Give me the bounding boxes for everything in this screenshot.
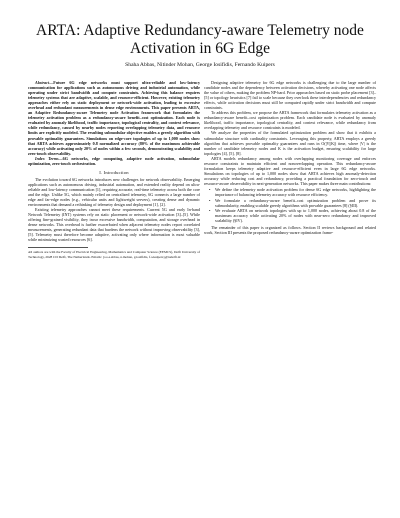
contribution-item: • We evaluate ARTA on network topologies with up to 1,000 nodes, achieving about 0.8 of the maximum accuracy while activating 20% of nodes with near-zero redundancy and improved scalability (§IV). [211, 208, 376, 223]
body-paragraph: Designing adaptive telemetry for 6G edge networks is challenging due to the large number of candidate nodes and the dependency between activation decisions, whereby activating one node affects the value of others, making the problem NP-hard. Prior approaches based on static probe placement [3]–[5] or topology heuristics [7] fail to scale because they overlook these interdependencies and redundancy effects, while activation decisions must still be computed rapidly under strict bandwidth and compute constraints. [204, 80, 376, 111]
left-column [28, 80, 200, 259]
footnote [28, 247, 200, 259]
intro-paragraph: Existing telemetry approaches cannot meet these requirements. Current 5G and early In-band Network Telemetry (INT) systems rely on static placement or network-wide activation [3]–[5]. While offering fine-grained visibility, they incur excessive bandwidth, computation, and storage overhead in dense networks. This overhead is further exacerbated when adjacent telemetry nodes report correlated measurements, generating redundant data that burdens the network without improving observability [3], [5]. Telemetry must therefore become adaptive, activating only where information is most valuable while minimizing wasted resources [6]. [28, 207, 200, 243]
body-paragraph: We analyze the properties of the formulated optimization problem and show that it exhibits a submodular structure with cardinality constraints. Leveraging this property, ARTA employs a greedy algorithm that achieves provable optimality guarantees and runs in O(|V||K|) time, where |V| is the number of candidate telemetry nodes and K is the activation budget, ensuring scalability for large topologies [4], [5], [8]. [204, 130, 376, 156]
contribution-list [204, 187, 376, 224]
section-heading-introduction: I. Introduction [99, 169, 129, 175]
paper-title: ARTA: Adaptive Redundancy-aware Telemetry node Activation in 6G Edge [36, 22, 364, 57]
index-terms-text: —6G networks, edge computing, adaptive node activation, submodular optimization, zero-touch orchestration. [28, 155, 200, 166]
index-terms [28, 156, 200, 166]
abstract-text: —Future 6G edge networks must support ultra-reliable and low-latency communication for applications such as autonomous driving and industrial automation, while operating under strict bandwidth and compute constraints. Achieving this balance requires telemetry systems that are adaptive, scalable, and resource-efficient. However, existing telemetry approaches either rely on static deployment or network-wide activation, leading to excessive overhead and redundant measurements in dense edge environments. This paper presents ARTA, an Adaptive Redundancy-aware Telemetry node Activation framework that formulates the telemetry activation problem as a redundancy-aware benefit–cost optimization. Each node is evaluated by anomaly likelihood, traffic importance, topological centrality, and context relevance, while redundancy, caused by nearby nodes reporting overlapping telemetry data, and resource limits are explicitly modeled. The resulting submodular objective enables a greedy algorithm with provable optimality guarantees. Simulations on edge-core topologies of up to 1,000 nodes show that ARTA achieves approximately 0.8 normalized accuracy (80% of the maximum achievable accuracy) while activating only 20% of nodes within a few seconds, demonstrating scalability and zero-touch observability. [28, 80, 200, 156]
abstract-label: Abstract [35, 80, 50, 85]
body-paragraph: To address this problem, we propose the ARTA framework that formulates telemetry activation as a redundancy-aware benefit–cost optimization problem. Each candidate node is evaluated by anomaly likelihood, traffic importance, topological centrality, and context relevance, while redundancy from overlapping telemetry and resource constraints is modeled. [204, 110, 376, 131]
abstract [28, 80, 200, 156]
index-terms-label: Index Terms [35, 155, 59, 161]
author-list: Shaha Abbas, Nitinder Mohan, George Iosifidis, Fernando Kuipers [125, 62, 275, 68]
footnote-text: All authors are with the Faculty of Electrical Engineering, Mathematics and Computer Science (EEMCS), Delft University of Technology, 2628 CD Delft, The Netherlands. Emails: {s.s.a.abbas, n.mohan, g.iosifidis, f.a.kuipers}@tudelft.nl [28, 250, 200, 259]
intro-paragraph: The evolution toward 6G networks introduces new challenges for network observability. Emerging applications such as autonomous driving, industrial automation, and extended reality depend on ultra-reliable and low-latency communication [1], requiring accurate, real-time telemetry across both the core and the edge. Unlike 5G, which mainly relied on centralized telemetry, 6G connects a large number of edge and far-edge nodes (e.g., vehicular units and lightweight servers), creating dense and dynamic environments that demand a rethinking of telemetry design and deployment [1], [2]. [28, 176, 200, 208]
contribution-item: • We define the telemetry node activation problem for dense 6G edge networks, highlighting the importance of balancing telemetry accuracy with resource efficiency. [211, 187, 376, 197]
body-paragraph: ARTA models redundancy among nodes with overlapping monitoring coverage and enforces resource constraints to maintain efficient and nonoverlapping operation. This redundancy-aware formulation keeps telemetry adaptive and resource-efficient even in large 6G edge networks. Simulations on topologies of up to 1,000 nodes show that ARTA achieves high anomaly-detection accuracy while reducing cost and redundancy, providing a practical foundation for zero-touch and resource-aware observability in next-generation networks. This paper makes three main contributions: [204, 155, 376, 186]
right-column [204, 80, 376, 235]
contribution-item: • We formulate a redundancy-aware benefit–cost optimization problem and prove its submodularity, enabling scalable greedy algorithms with provable guarantees [8] (§III). [211, 198, 376, 208]
body-paragraph: The remainder of this paper is organized as follows. Section II reviews background and related work, Section III presents the proposed redundancy-aware optimization frame- [204, 224, 376, 235]
